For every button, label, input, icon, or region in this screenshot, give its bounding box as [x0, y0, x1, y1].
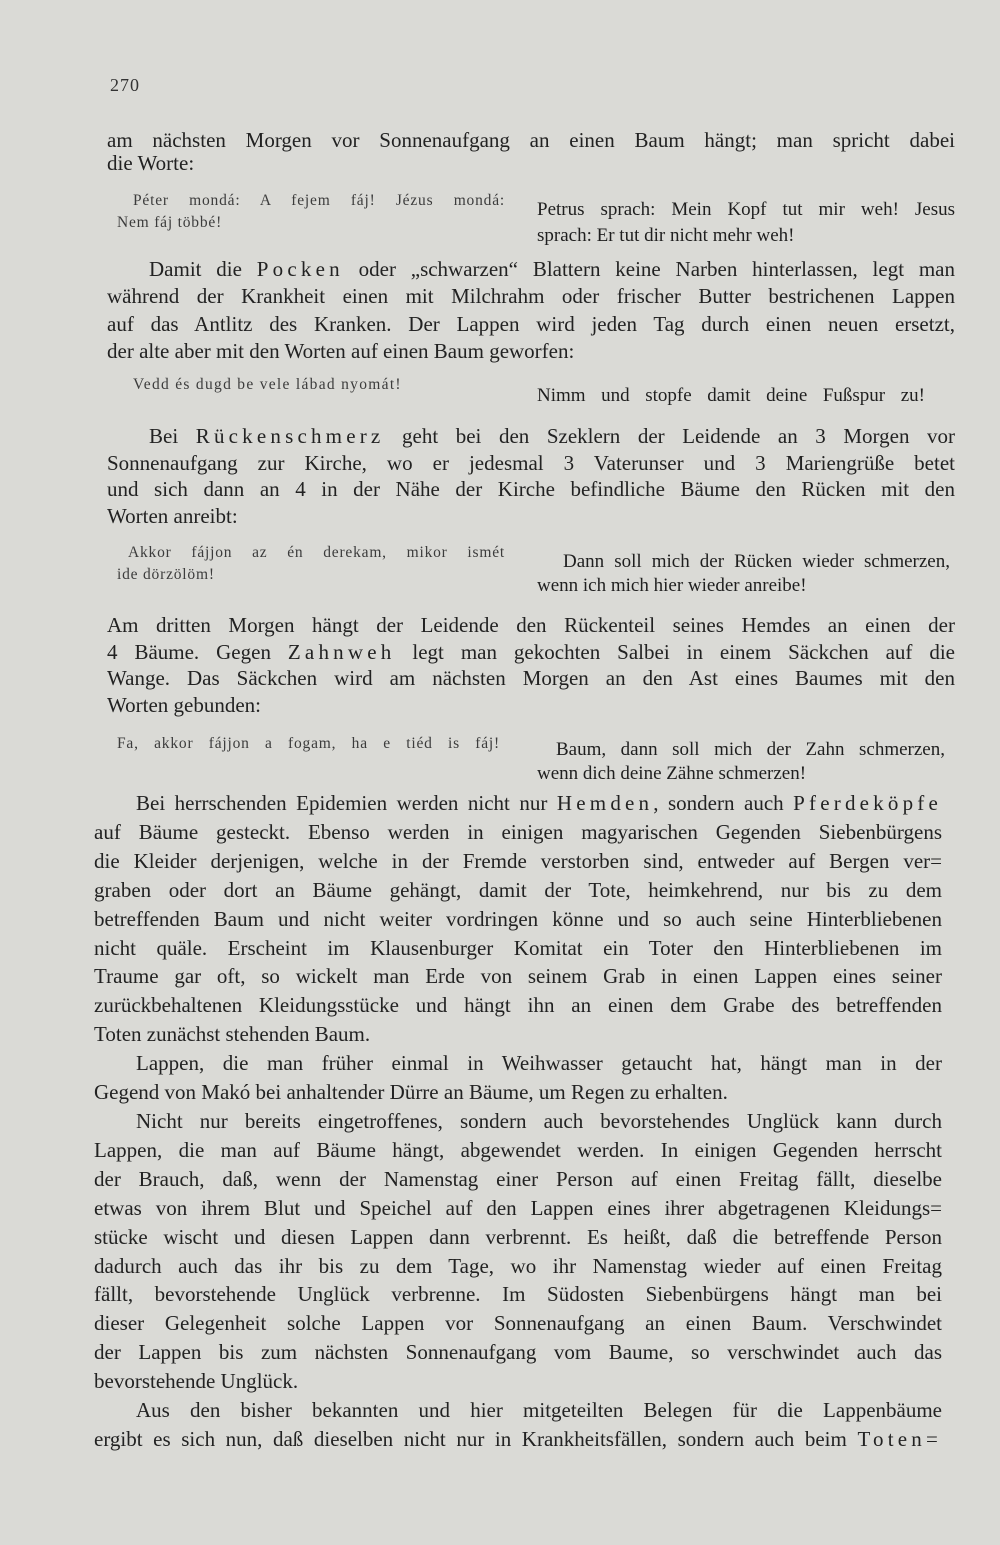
paragraph — [94, 1396, 942, 1454]
paragraph — [107, 256, 955, 365]
text-segment: Bei — [149, 424, 196, 448]
text-line: Nicht nur bereits eingetroffenes, sondern auch bevorstehendes Unglück kann durch — [136, 1108, 942, 1133]
text-line: die Kleider derjenigen, welche in der Fremde verstorben sind, entweder auf Bergen ver= — [94, 848, 942, 873]
text-line: dieser Gelegenheit solche Lappen vor Sonnenaufgang an einen Baum. Verschwindet — [94, 1311, 942, 1336]
paragraph — [94, 789, 942, 1049]
hungarian-charm — [117, 542, 505, 586]
text-line: Sonnenaufgang zur Kirche, wo er jedesmal 3 Vaterunser und 3 Mariengrüße betet — [107, 450, 955, 475]
text-line: Akkor fájjon az én derekam, mikor ismét — [128, 544, 505, 561]
text-line: Gegend von Makó bei anhaltender Dürre an Bäume, um Regen zu erhalten. — [94, 1080, 728, 1105]
text-line: sprach: Er tut dir nicht mehr weh! — [537, 225, 795, 246]
hungarian-charm — [117, 374, 505, 396]
spaced-emphasis: Zahnweh — [287, 639, 396, 664]
text-segment: 4 Bäume. Gegen — [107, 639, 288, 664]
text-line: Petrus sprach: Mein Kopf tut mir weh! Jesus — [537, 199, 955, 220]
intro-paragraph — [107, 129, 955, 175]
text-line: Traume gar oft, so wickelt man Erde von seinem Grab in einen Lappen eines seiner — [94, 964, 942, 989]
text-line: stücke wischt und diesen Lappen dann verbrennt. Es heißt, daß die betreffende Person — [94, 1224, 942, 1249]
text-line: Wange. Das Säckchen wird am nächsten Morgen an den Ast eines Baumes mit den — [107, 666, 955, 690]
text-line — [94, 1425, 942, 1454]
text-line — [107, 423, 955, 450]
text-line: Am dritten Morgen hängt der Leidende den Rückenteil seines Hemdes an einen der — [107, 613, 955, 637]
text-segment: Bei herrschenden Epidemien werden nicht nur — [136, 791, 557, 815]
hungarian-charm — [117, 190, 505, 234]
text-line: Dann soll mich der Rücken wieder schmerzen, — [563, 551, 950, 572]
text-line: wenn dich deine Zähne schmerzen! — [537, 763, 807, 784]
german-translation — [537, 550, 955, 598]
text-line: Lappen, die man früher einmal in Weihwasser getaucht hat, hängt man in der — [136, 1051, 942, 1076]
text-segment: ergibt es sich nun, daß dieselben nicht nur in Krankheitsfällen, sondern auch beim — [94, 1426, 858, 1451]
text-line: zurückbehaltenen Kleidungsstücke und hängt ihn an einen dem Grabe des betreffenden — [94, 993, 942, 1018]
text-line: auf das Antlitz des Kranken. Der Lappen wird jeden Tag durch einen neuen ersetzt, — [107, 311, 955, 336]
text-line: am nächsten Morgen vor Sonnenaufgang an einen Baum hängt; man spricht dabei — [107, 128, 955, 152]
hungarian-charm — [117, 733, 505, 755]
text-segment: geht bei den Szeklern der Leidende an 3 Morgen vor — [384, 424, 955, 448]
spaced-emphasis: Toten= — [857, 1426, 942, 1451]
text-line: Vedd és dugd be vele lábad nyomát! — [133, 376, 402, 393]
text-line: der Lappen bis zum nächsten Sonnenaufgang vom Baume, so verschwindet auch das — [94, 1340, 942, 1365]
text-line: fällt, bevorstehende Unglück verbrenne. Im Südosten Siebenbürgens hängt man bei — [94, 1282, 942, 1307]
text-segment: , sondern auch — [653, 791, 794, 815]
text-line: Worten gebunden: — [107, 692, 262, 717]
text-line — [94, 789, 942, 818]
text-line: die Worte: — [107, 151, 195, 175]
text-line: Worten anreibt: — [107, 503, 238, 528]
text-segment: legt man gekochten Salbei in einem Säckchen auf die — [395, 639, 955, 664]
text-line — [107, 256, 955, 283]
text-line: nicht quäle. Erscheint im Klausenburger Komitat ein Toter den Hinterbliebenen im — [94, 935, 942, 960]
text-line: ide dörzölöm! — [117, 566, 215, 583]
spaced-emphasis: Pocken — [256, 257, 344, 281]
text-line: während der Krankheit einen mit Milchrahm oder frischer Butter bestrichenen Lappen — [107, 284, 955, 309]
text-line: wenn ich mich hier wieder anreibe! — [537, 575, 807, 596]
text-line: graben oder dort an Bäume gehängt, damit der Tote, heimkehrend, nur bis zu dem — [94, 877, 942, 902]
paragraph — [107, 423, 955, 529]
page-number: 270 — [110, 75, 140, 95]
text-line: bevorstehende Unglück. — [94, 1369, 299, 1394]
german-translation — [537, 383, 955, 409]
text-line: Péter mondá: A fejem fáj! Jézus mondá: — [133, 192, 505, 209]
main-text-lower — [94, 789, 942, 1454]
paragraph — [107, 612, 955, 718]
spaced-emphasis: Pferdeköpfe — [793, 791, 942, 815]
text-line: Nimm und stopfe damit deine Fußspur zu! — [537, 385, 925, 406]
text-line: Lappen, die man auf Bäume hängt, abgewendet werden. In einigen Gegenden herrscht — [94, 1137, 942, 1162]
text-line: dadurch auch das ihr bis zu dem Tage, wo ihr Namenstag wieder auf einen Freitag — [94, 1253, 942, 1278]
spaced-emphasis: Rückenschmerz — [195, 424, 385, 448]
text-line: Aus den bisher bekannten und hier mitgeteilten Belegen für die Lappenbäume — [136, 1398, 942, 1423]
text-line: Nem fáj többé! — [117, 214, 223, 231]
paragraph — [94, 1049, 942, 1107]
german-translation — [537, 197, 955, 249]
text-line: auf Bäume gesteckt. Ebenso werden in einigen magyarischen Gegenden Siebenbürgens — [94, 819, 942, 844]
text-line — [107, 639, 955, 666]
spaced-emphasis: Hemden — [556, 791, 654, 815]
text-segment: Damit die — [149, 257, 257, 281]
text-line: und sich dann an 4 in der Nähe der Kirche befindliche Bäume den Rücken mit den — [107, 477, 955, 501]
german-translation — [537, 738, 955, 786]
text-line: der alte aber mit den Worten auf einen Baum geworfen: — [107, 338, 575, 363]
text-line: Toten zunächst stehenden Baum. — [94, 1022, 371, 1047]
text-line: Fa, akkor fájjon a fogam, ha e tiéd is fáj! — [117, 735, 500, 752]
paragraph — [94, 1107, 942, 1396]
text-line: etwas von ihrem Blut und Speichel auf den Lappen eines ihrer abgetragenen Kleidungs= — [94, 1195, 942, 1220]
text-line: betreffenden Baum und nicht weiter vordringen könne und so auch seine Hinterbliebenen — [94, 906, 942, 931]
text-line: der Brauch, daß, wenn der Namenstag einer Person auf einen Freitag fällt, dieselbe — [94, 1166, 942, 1191]
text-segment: oder „schwarzen“ Blattern keine Narben hinterlassen, legt man — [343, 257, 955, 281]
text-line: Baum, dann soll mich der Zahn schmerzen, — [556, 739, 945, 760]
